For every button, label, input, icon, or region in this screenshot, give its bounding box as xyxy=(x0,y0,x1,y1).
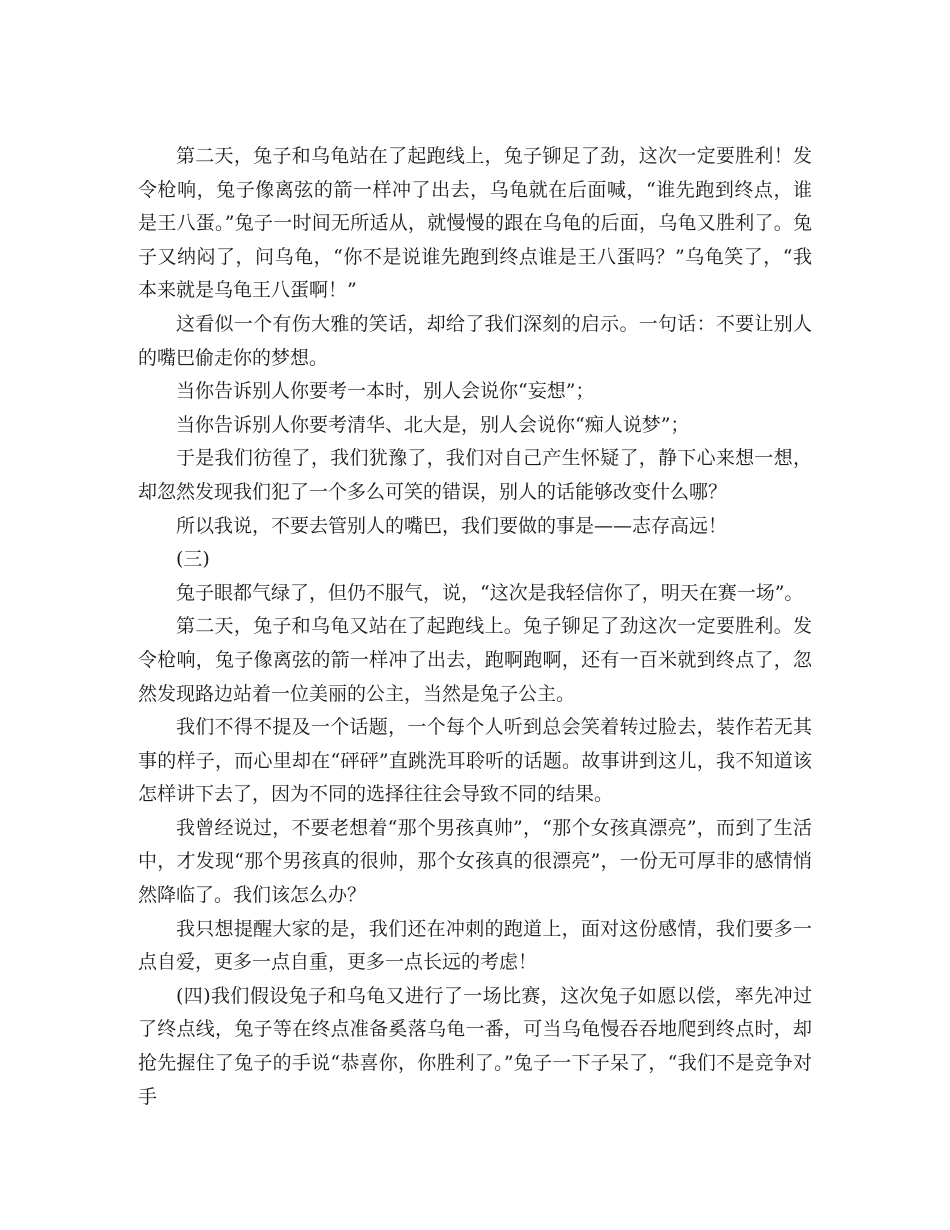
paragraph: 当你告诉别人你要考一本时，别人会说你“妄想”； xyxy=(176,380,595,403)
paragraph: (四)我们假设兔子和乌龟又进行了一场比赛，这次兔子如愿以偿，率先冲过了终点线，兔子等在终点准备奚落乌龟一番，可当乌龟慢吞吞地爬到终点时，却抢先握住了兔子的手说“恭喜你，你胜利了。”兔子一下子呆了，“我们不是竞争对手 xyxy=(138,984,812,1108)
section-heading: (三) xyxy=(176,548,210,571)
paragraph: 于是我们彷徨了，我们犹豫了，我们对自己产生怀疑了，静下心来想一想，却忽然发现我们犯了一个多么可笑的错误，别人的话能够改变什么哪？ xyxy=(138,447,812,503)
paragraph: 当你告诉别人你要考清华、北大是，别人会说你“痴人说梦”； xyxy=(176,413,690,436)
paragraph: 这看似一个有伤大雅的笑话，却给了我们深刻的启示。一句话：不要让别人的嘴巴偷走你的梦想。 xyxy=(138,312,812,369)
paragraph: 兔子眼都气绿了，但仍不服气，说，“这次是我轻信你了，明天在赛一场”。 xyxy=(176,581,804,604)
paragraph: 我只想提醒大家的是，我们还在冲刺的跑道上，面对这份感情，我们要多一点自爱，更多一点自重，更多一点长远的考虑！ xyxy=(138,917,812,974)
paragraph: 我们不得不提及一个话题，一个每个人听到总会笑着转过脸去，装作若无其事的样子，而心里却在“砰砰”直跳洗耳聆听的话题。故事讲到这儿，我不知道该怎样讲下去了，因为不同的选择往往会导致不同的结果。 xyxy=(138,716,812,806)
paragraph: 第二天，兔子和乌龟又站在了起跑线上。兔子铆足了劲这次一定要胜利。发令枪响，兔子像离弦的箭一样冲了出去，跑啊跑啊，还有一百米就到终点了，忽然发现路边站着一位美丽的公主，当然是兔子公主。 xyxy=(138,615,812,705)
paragraph: 第二天，兔子和乌龟站在了起跑线上，兔子铆足了劲，这次一定要胜利！发令枪响，兔子像离弦的箭一样冲了出去，乌龟就在后面喊，“谁先跑到终点，谁是王八蛋。”兔子一时间无所适从，就慢慢的跟在乌龟的后面，乌龟又胜利了。兔子又纳闷了，问乌龟，“你不是说谁先跑到终点谁是王八蛋吗？”乌龟笑了，“我本来就是乌龟王八蛋啊！” xyxy=(138,145,812,302)
document-body xyxy=(138,140,812,1114)
paragraph: 所以我说，不要去管别人的嘴巴，我们要做的事是——志存高远！ xyxy=(176,514,728,537)
paragraph: 我曾经说过，不要老想着“那个男孩真帅”，“那个女孩真漂亮”，而到了生活中，才发现“那个男孩真的很帅，那个女孩真的很漂亮”，一份无可厚非的感情悄然降临了。我们该怎么办？ xyxy=(138,816,812,907)
